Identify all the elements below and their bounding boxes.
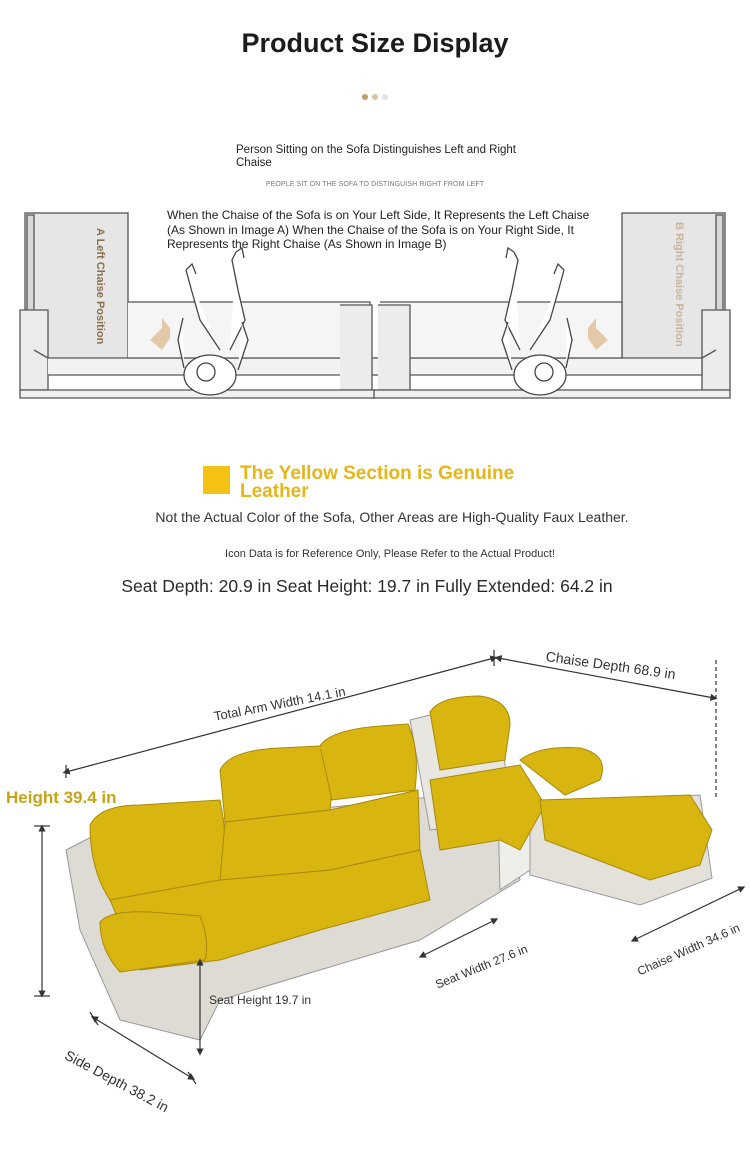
left-chaise-label: A Left Chaise Position [94,228,106,345]
right-chaise-label: B Right Chaise Position [673,222,685,347]
side-depth-label: Side Depth 38.2 in [62,1046,172,1116]
chaise-description: When the Chaise of the Sofa is on Your Left Side, It Represents the Left Chaise (As Shown in Image A) When the Chaise of the Sofa is on Your Right Side, It Represents the Right Chaise (As Shown in Image B) [167,208,590,251]
dot-2 [372,94,378,100]
seat-width-label: Seat Width 27.6 in [433,941,530,992]
chaise-subheading: PEOPLE SIT ON THE SOFA TO DISTINGUISH RIGHT FROM LEFT [265,181,485,188]
chaise-depth-label: Chaise Depth 68.9 in [544,648,677,683]
legend-title: The Yellow Section is Genuine Leather [240,463,515,502]
dimensions-summary: Seat Depth: 20.9 in Seat Height: 19.7 in Fully Extended: 64.2 in [121,576,613,596]
storage-arm-label: Storage Arm 12.9 in [234,731,386,774]
height-label: Height 39.4 in [6,788,117,807]
total-arm-width-label: Total Arm Width 14.1 in [212,683,347,724]
legend-note: Not the Actual Color of the Sofa, Other Areas are High-Quality Faux Leather. [155,509,629,525]
page-title: Product Size Display [241,28,509,58]
chaise-heading: Person Sitting on the Sofa Distinguishes Left and Right Chaise [236,144,517,169]
reference-note: Icon Data is for Reference Only, Please Refer to the Actual Product! [225,548,555,560]
chaise-width-label: Chaise Width 34.6 in [635,920,743,979]
dot-1 [362,94,368,100]
genuine-leather-swatch [203,466,230,494]
dot-3 [382,94,388,100]
seat-height-label: Seat Height 19.7 in [209,993,312,1007]
